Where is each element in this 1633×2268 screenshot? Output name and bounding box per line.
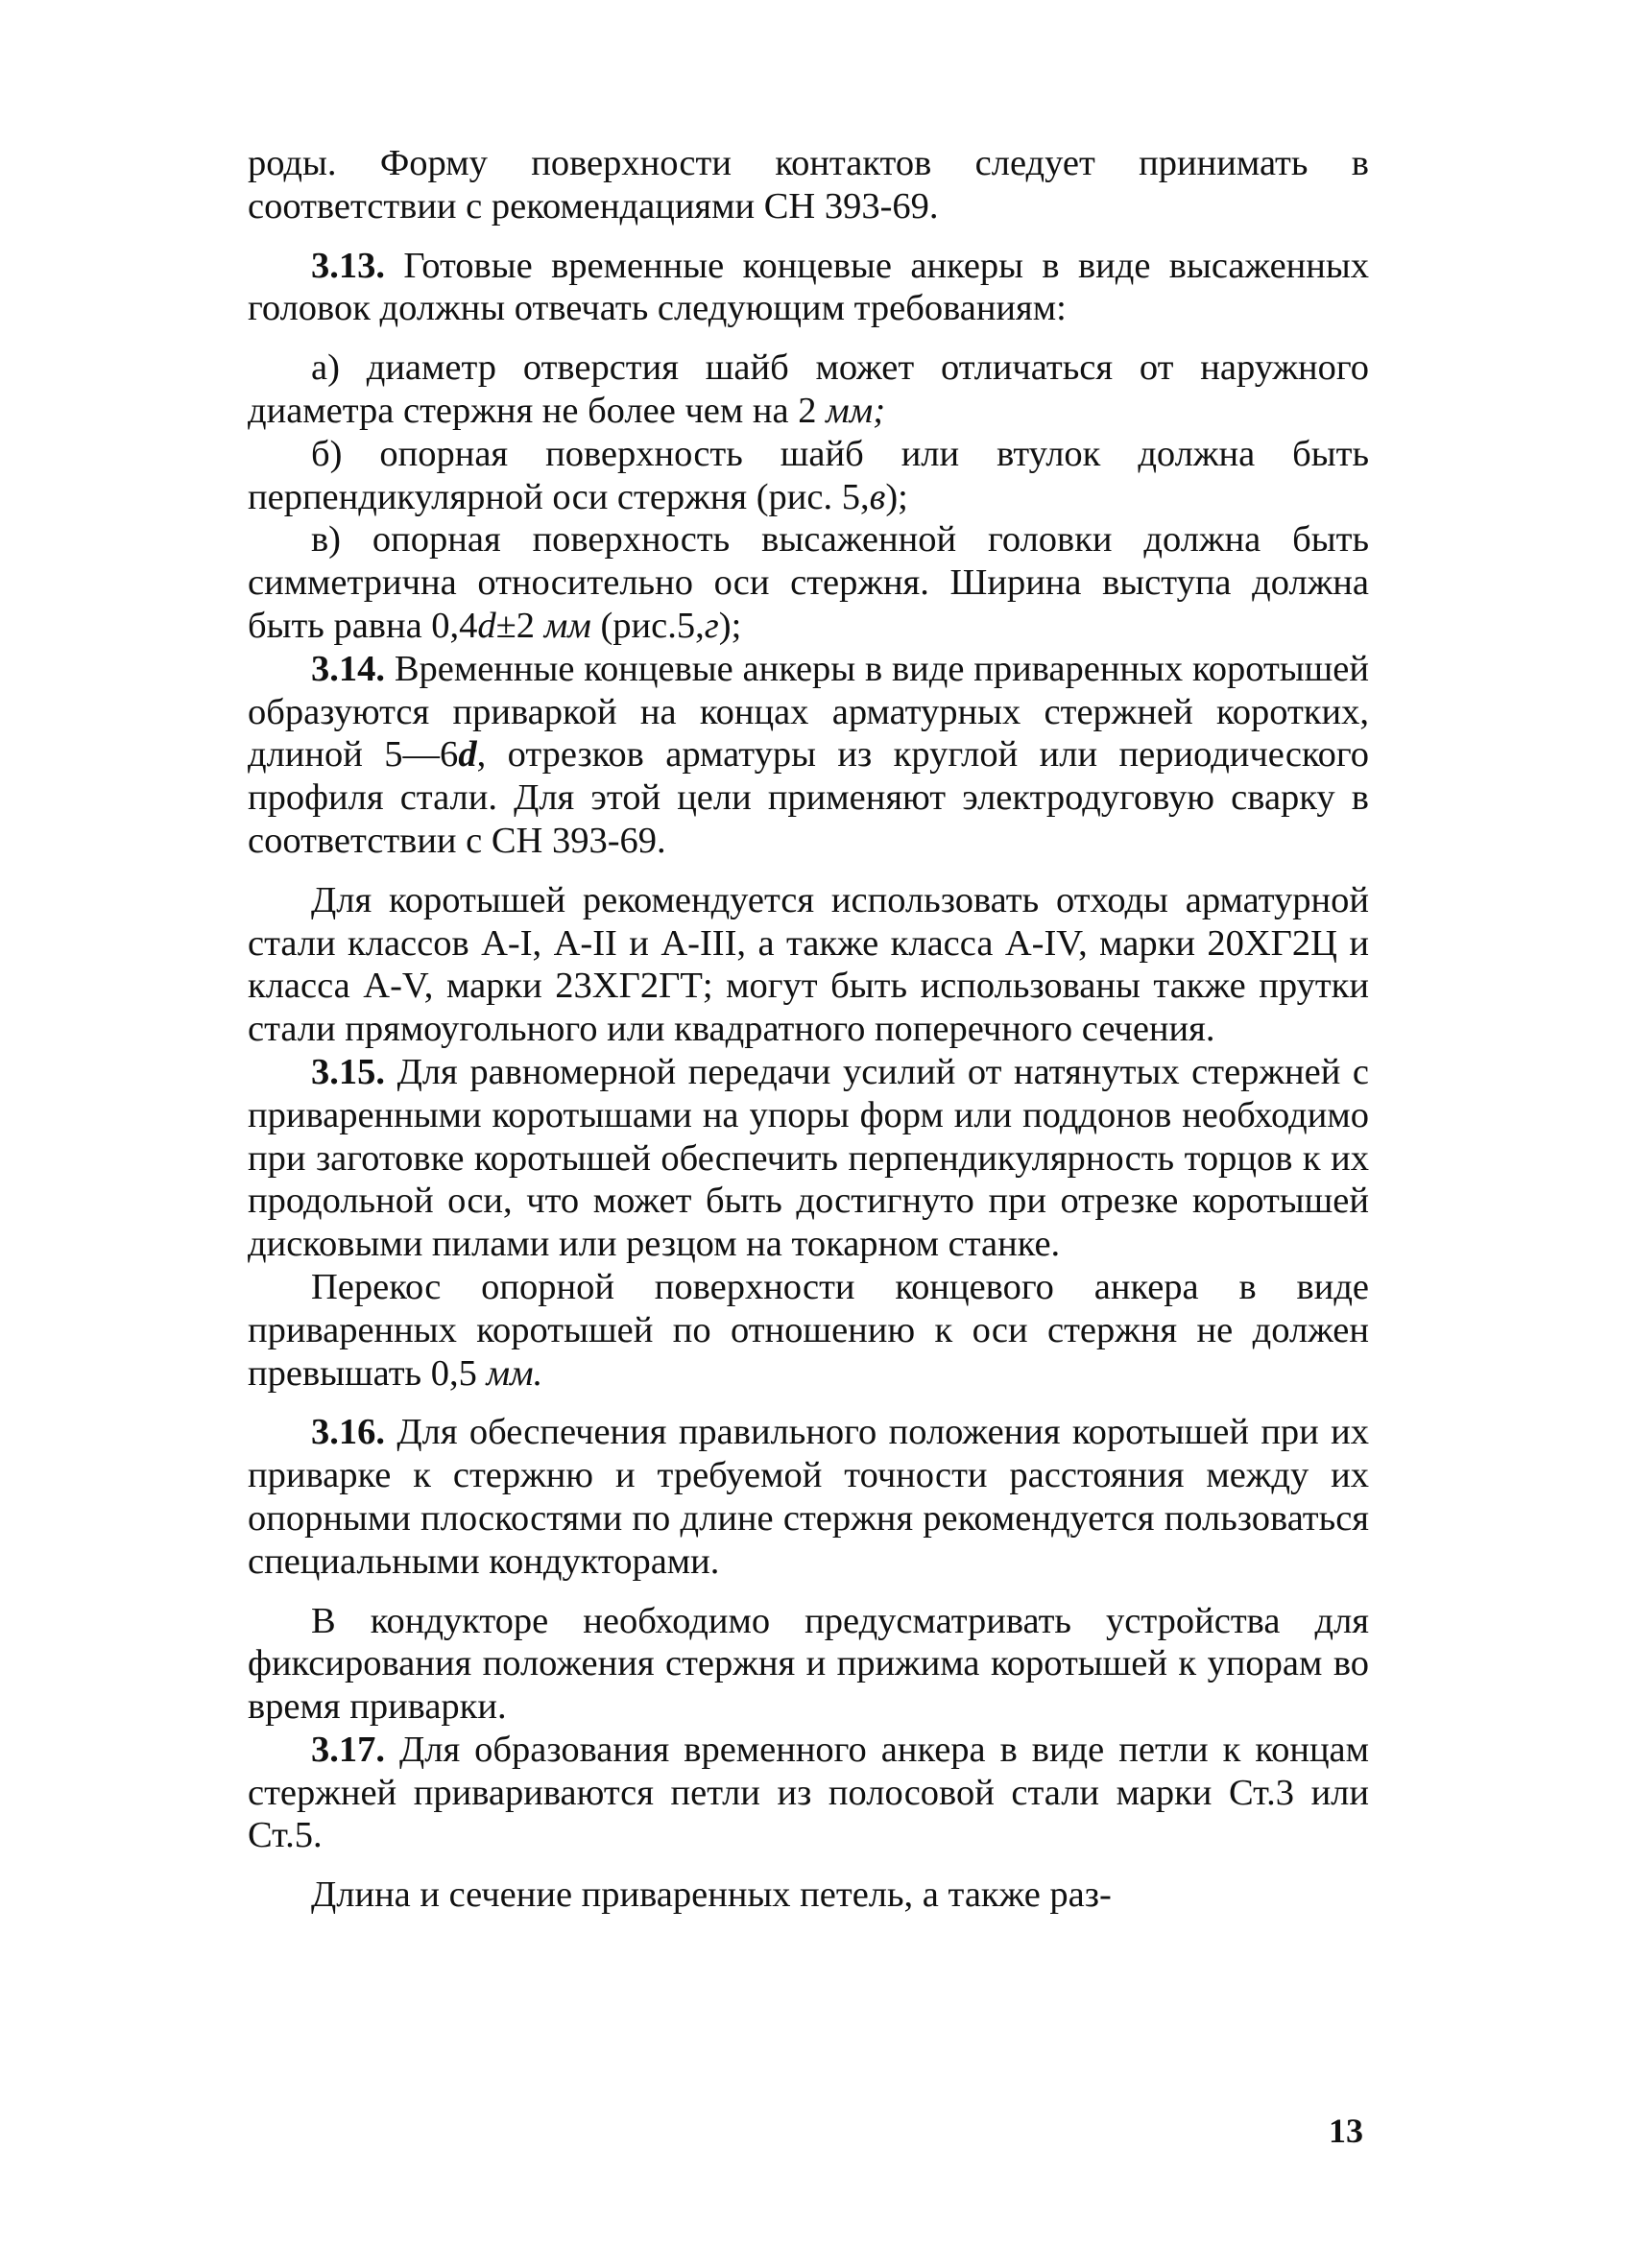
unit-mm: мм; [826,390,886,431]
paragraph-intro-text: роды. Форму поверхности контактов следует принимать в соответствии с рекомендациями СН 393-69. [248,143,1369,227]
section-3-14-text: Временные концевые анкеры в виде приваренных коротышей образуются приваркой на концах арматурных стержней коротких, длиной 5—6 [248,648,1369,776]
section-3-14-text-end: , отрезков арматуры из круглой или периодического профиля стали. Для этой цели применяют электродуговую сварку в соответствии с СН 393-69. [248,734,1369,861]
section-number-3-17: 3.17. [311,1729,385,1770]
section-number-3-16: 3.16. [311,1412,385,1453]
section-3-15-paragraph-2-text: Перекос опорной поверхности концевого анкера в виде приваренных коротышей по отношению к оси стержня не должен превышать 0,5 [248,1266,1369,1394]
section-3-17-paragraph-2-text: Длина и сечение приваренных петель, а также раз- [311,1874,1112,1916]
section-3-15-paragraph-2 [248,1266,1369,1395]
list-item-b-end: ); [885,476,908,517]
unit-mm: мм [543,605,591,646]
paragraph-intro [248,142,1369,228]
section-number-3-14: 3.14. [311,648,385,689]
list-item-b [248,433,1369,519]
list-item-b-text: б) опорная поверхность шайб или втулок должна быть перпендикулярной оси стержня (рис. 5, [248,433,1369,517]
list-item-a [248,346,1369,433]
list-item-a-text: а) диаметр отверстия шайб может отличаться от наружного диаметра стержня не более чем на 2 [248,347,1369,431]
document-page [248,142,1369,1917]
section-3-17-text: Для образования временного анкера в виде петли к концам стержней привариваются петли из полосовой стали марки Ст.3 или Ст.5. [248,1729,1369,1856]
section-3-16-text: Для обеспечения правильного положения коротышей при их приварке к стержню и требуемой точности расстояния между их опорными плоскостями по длине стержня рекомендуется пользоваться специальными кондукторами. [248,1412,1369,1582]
section-3-14-paragraph-2 [248,879,1369,1051]
section-3-13-text: Готовые временные концевые анкеры в виде высаженных головок должны отвечать следующим требованиям: [248,245,1369,329]
section-3-13 [248,245,1369,331]
variable-d: d [458,734,477,776]
figure-ref-close: ); [718,605,742,646]
section-3-14-paragraph-2-text: Для коротышей рекомендуется использовать отходы арматурной стали классов А-I, А-II и А-III, а также класса А-IV, марки 20ХГ2Ц и класса А-V, марки 23ХГ2ГТ; могут быть использованы также прутки стали прямоугольного или квадратного поперечного сечения. [248,879,1369,1050]
section-3-15-text: Для равномерной передачи усилий от натянутых стержней с приваренными коротышами на упоры форм или поддонов необходимо при заготовке коротышей обеспечить перпендикулярность торцов к их продольной оси, что может быть достигнуто при отрезке коротышей дисковыми пилами или резцом на токарном станке. [248,1051,1369,1265]
figure-ref-g: г [704,605,719,646]
unit-mm: мм. [486,1352,543,1394]
section-3-14 [248,648,1369,863]
section-number-3-15: 3.15. [311,1051,385,1092]
section-3-16 [248,1411,1369,1583]
section-3-17-paragraph-2 [248,1874,1369,1917]
section-3-16-paragraph-2-text: В кондукторе необходимо предусматривать устройства для фиксирования положения стержня и прижима коротышей к упорам во время приварки. [248,1600,1369,1728]
figure-ref-open: (рис.5, [590,605,705,646]
section-3-15 [248,1051,1369,1266]
section-3-16-paragraph-2 [248,1600,1369,1729]
section-number-3-13: 3.13. [311,245,385,286]
variable-d: d [477,605,496,646]
list-item-v-text: в) опорная поверхность высаженной головки должна быть симметрична относительно оси стержня. Ширина выступа должна быть равна 0,4 [248,519,1369,646]
page-number: 13 [1329,2112,1363,2150]
list-item-v [248,518,1369,647]
tolerance-value: ±2 [495,605,544,646]
figure-ref-v: в [869,476,886,517]
section-3-17 [248,1729,1369,1857]
